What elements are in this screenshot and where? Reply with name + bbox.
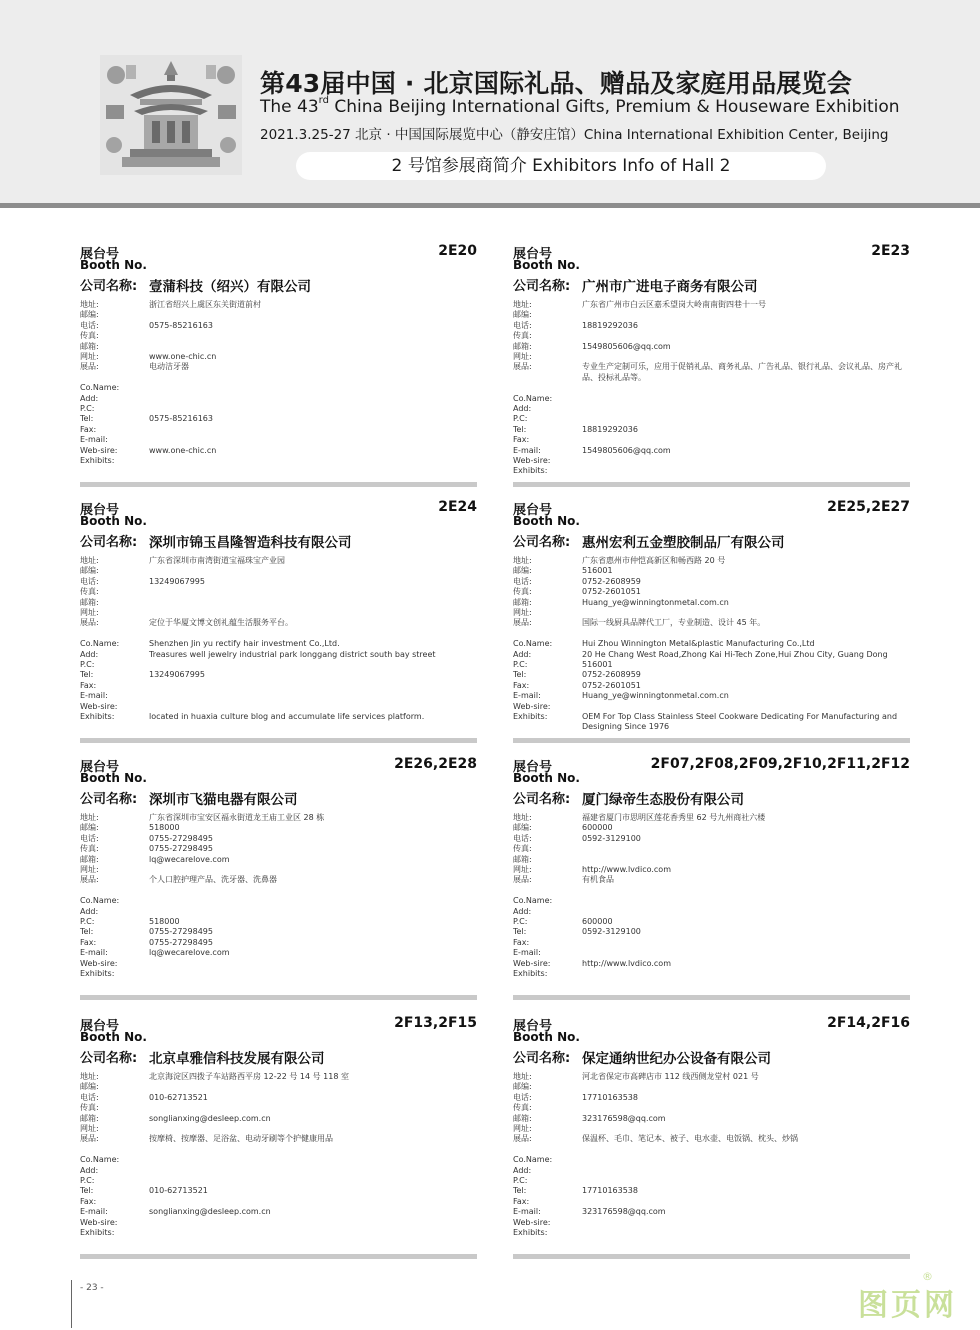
company-name: 厦门绿帝生态股份有限公司 <box>582 792 744 808</box>
info-label: Tel: <box>80 927 94 937</box>
info-value: located in huaxia culture blog and accumulate life services platform. <box>149 712 425 721</box>
info-label: Tel: <box>513 1186 527 1196</box>
info-value: 13249067995 <box>149 670 205 680</box>
info-label: 电话: <box>80 1092 99 1102</box>
info-label: Exhibits: <box>513 466 548 476</box>
watermark-logo <box>858 1280 957 1324</box>
info-value: songlianxing@desleep.com.cn <box>149 1113 271 1123</box>
info-label: Web-sire: <box>513 1217 551 1227</box>
booth-label-cn: 展台号 <box>80 503 120 518</box>
info-label: 邮编: <box>80 823 99 833</box>
exhibitor-entry <box>513 499 910 743</box>
page-number: - 23 - <box>80 1283 104 1293</box>
info-label: Fax: <box>80 937 97 947</box>
info-label: Tel: <box>80 670 94 680</box>
entry-divider <box>80 482 477 487</box>
info-label: Fax: <box>80 680 97 690</box>
entry-divider <box>513 738 910 743</box>
info-value: 17710163538 <box>582 1092 638 1102</box>
exhibitor-entry <box>80 243 477 487</box>
info-label: Co.Name: <box>80 896 120 906</box>
info-value: 600000 <box>582 917 613 926</box>
booth-label-cn: 展台号 <box>80 760 120 775</box>
booth-label-cn: 展台号 <box>513 760 553 775</box>
info-value: 广东省惠州市仲恺高新区和畅西路 20 号 <box>582 556 726 565</box>
info-value: 广东省深圳市宝安区福永街道龙王庙工业区 28 栋 <box>149 813 325 822</box>
info-label: 展品: <box>513 362 532 372</box>
booth-label-en: Booth No. <box>80 514 147 528</box>
info-label: Web-sire: <box>80 445 118 455</box>
info-value: 13249067995 <box>149 576 205 586</box>
info-label: 网址: <box>513 865 532 874</box>
info-label: 邮箱: <box>513 341 532 351</box>
exhibitor-entry <box>513 1015 910 1259</box>
entry-divider <box>80 995 477 1000</box>
info-label: 邮编: <box>80 310 99 320</box>
company-name-label: 公司名称: <box>80 792 138 807</box>
info-value: 专业生产定制可乐，应用于促销礼品、商务礼品、广告礼品、银行礼品、会议礼品、房产礼品、投标礼品等。 <box>582 362 902 382</box>
booth-number: 2F13,2F15 <box>394 1015 477 1031</box>
company-name: 深圳市飞猫电器有限公司 <box>149 792 298 808</box>
info-value: Treasures well jewelry industrial park longgang district south bay street <box>149 649 436 659</box>
info-label: Tel: <box>80 1186 94 1196</box>
info-label: E-mail: <box>513 445 541 455</box>
info-label: P.C: <box>513 917 528 926</box>
company-name: 广州市广进电子商务有限公司 <box>582 279 758 295</box>
info-label: E-mail: <box>513 948 541 958</box>
info-label: Exhibits: <box>513 969 548 978</box>
info-label: P.C: <box>80 917 95 926</box>
info-label: Tel: <box>80 414 94 424</box>
booth-label-en: Booth No. <box>80 1030 147 1044</box>
info-label: P.C: <box>80 404 95 413</box>
entry-divider <box>80 738 477 743</box>
info-label: Add: <box>513 649 532 659</box>
info-label: 邮编: <box>513 1082 532 1092</box>
info-label: Add: <box>80 1165 99 1175</box>
company-name-label: 公司名称: <box>513 535 571 550</box>
company-name-label: 公司名称: <box>513 1051 571 1066</box>
info-label: Tel: <box>513 927 527 937</box>
info-value: songlianxing@desleep.com.cn <box>149 1207 271 1217</box>
info-label: Web-sire: <box>513 701 551 711</box>
info-label: 邮箱: <box>513 1113 532 1123</box>
info-label: E-mail: <box>513 691 541 701</box>
info-label: Co.Name: <box>80 1155 120 1165</box>
info-label: 传真: <box>80 587 99 597</box>
page-number-bar <box>71 1280 72 1328</box>
info-value: http://www.lvdico.com <box>582 958 671 968</box>
exhibitor-entry <box>513 243 910 487</box>
info-label: P.C: <box>80 1176 95 1185</box>
info-value: Huang_ye@winningtonmetal.com.cn <box>582 597 729 607</box>
watermark-text: 图页网 <box>858 1288 957 1323</box>
info-value: 516001 <box>582 660 613 669</box>
info-label: Co.Name: <box>513 393 553 403</box>
info-label: Web-sire: <box>80 958 118 968</box>
company-name: 保定通纳世纪办公设备有限公司 <box>582 1051 771 1067</box>
info-value: 0755-27298495 <box>149 937 213 947</box>
booth-label-cn: 展台号 <box>513 247 553 262</box>
info-value: 广东省深圳市南湾街道宝福珠宝产业园 <box>149 556 285 565</box>
info-value: 010-62713521 <box>149 1186 208 1196</box>
booth-number: 2E26,2E28 <box>394 756 477 772</box>
info-value: 17710163538 <box>582 1186 638 1196</box>
info-label: Fax: <box>80 1196 97 1206</box>
info-value: 010-62713521 <box>149 1092 208 1102</box>
booth-number: 2E20 <box>438 243 477 259</box>
info-label: 传真: <box>513 331 532 341</box>
info-label: 网址: <box>513 608 532 617</box>
info-value: 0752-2608959 <box>582 576 641 586</box>
entry-divider <box>80 1254 477 1259</box>
info-value: 0755-27298495 <box>149 844 213 854</box>
title-en-suffix: China Beijing International Gifts, Premium & Houseware Exhibition <box>328 97 900 117</box>
page-header <box>0 0 980 203</box>
info-value: 福建省厦门市思明区莲花香秀里 62 号九州商社六楼 <box>582 813 766 822</box>
info-value: 电动洁牙器 <box>149 362 189 372</box>
info-value: 516001 <box>582 566 613 576</box>
info-label: Fax: <box>80 424 97 434</box>
watermark-registered-mark: ® <box>922 1270 933 1283</box>
info-label: 展品: <box>80 1134 99 1144</box>
info-label: P.C: <box>80 660 95 669</box>
company-name: 壹蒲科技（绍兴）有限公司 <box>149 279 311 295</box>
info-value: 北京海淀区四拨子车站路西平房 12-22 号 14 号 118 室 <box>149 1072 349 1081</box>
company-name-label: 公司名称: <box>80 1051 138 1066</box>
info-value: 0575-85216163 <box>149 320 213 330</box>
info-label: P.C: <box>513 660 528 669</box>
entry-divider <box>513 995 910 1000</box>
info-value: 0755-27298495 <box>149 833 213 843</box>
info-value: www.one-chic.cn <box>149 445 217 455</box>
info-label: Exhibits: <box>80 456 115 465</box>
info-label: 电话: <box>80 576 99 586</box>
info-label: 地址: <box>80 556 99 565</box>
info-value: Huang_ye@winningtonmetal.com.cn <box>582 691 729 701</box>
info-value: 0752-2601051 <box>582 680 641 690</box>
info-value: 定位于华厦文博文创礼蕴生活服务平台。 <box>149 618 293 628</box>
info-label: Add: <box>513 1165 532 1175</box>
info-label: 邮箱: <box>80 597 99 607</box>
booth-number: 2F14,2F16 <box>827 1015 910 1031</box>
company-name: 深圳市锦玉昌隆智造科技有限公司 <box>149 535 352 551</box>
exhibition-logo-icon <box>100 55 242 175</box>
booth-label-cn: 展台号 <box>513 503 553 518</box>
info-label: Web-sire: <box>80 701 118 711</box>
info-label: Co.Name: <box>80 383 120 393</box>
info-value: 323176598@qq.com <box>582 1113 666 1123</box>
booth-label-en: Booth No. <box>513 771 580 785</box>
info-value: 323176598@qq.com <box>582 1207 666 1217</box>
info-value: 18819292036 <box>582 320 638 330</box>
entry-divider <box>513 482 910 487</box>
info-value: 0752-2608959 <box>582 670 641 680</box>
info-label: Fax: <box>513 937 530 947</box>
info-label: Add: <box>80 906 99 916</box>
info-label: 邮编: <box>513 310 532 320</box>
info-label: E-mail: <box>513 1207 541 1217</box>
exhibition-date-venue: 2021.3.25-27 北京 · 中国国际展览中心（静安庄馆）China International Exhibition Center, Beijing <box>260 127 889 143</box>
info-value: 个人口腔护理产品、洗牙器、洗鼻器 <box>149 875 277 885</box>
hall-title: 2 号馆参展商简介 Exhibitors Info of Hall 2 <box>296 152 826 180</box>
booth-number: 2F07,2F08,2F09,2F10,2F11,2F12 <box>650 756 910 772</box>
info-label: 传真: <box>80 331 99 341</box>
info-label: E-mail: <box>80 948 108 958</box>
info-value: 有机食品 <box>582 875 614 885</box>
info-value: 0752-2601051 <box>582 587 641 597</box>
company-name-label: 公司名称: <box>80 279 138 294</box>
info-label: E-mail: <box>80 435 108 445</box>
info-label: Web-sire: <box>80 1217 118 1227</box>
exhibition-title-en <box>260 97 900 117</box>
info-label: 邮编: <box>513 566 532 576</box>
title-en-ordinal: rd <box>318 95 329 106</box>
info-label: Co.Name: <box>513 639 553 649</box>
info-label: E-mail: <box>80 1207 108 1217</box>
info-label: 地址: <box>80 300 99 309</box>
info-label: Add: <box>513 906 532 916</box>
info-label: Tel: <box>513 670 527 680</box>
info-value: 1549805606@qq.com <box>582 341 671 351</box>
info-label: P.C: <box>513 1176 528 1185</box>
info-value: 1549805606@qq.com <box>582 445 671 455</box>
info-label: Tel: <box>513 424 527 434</box>
info-label: Exhibits: <box>80 1228 115 1237</box>
info-label: 电话: <box>513 1092 532 1102</box>
info-label: 传真: <box>513 1103 532 1113</box>
info-label: Exhibits: <box>80 712 115 721</box>
info-label: 展品: <box>513 875 532 885</box>
company-name-label: 公司名称: <box>80 535 138 550</box>
info-label: Co.Name: <box>513 1155 553 1165</box>
entry-divider <box>513 1254 910 1259</box>
booth-label-en: Booth No. <box>513 514 580 528</box>
info-label: 地址: <box>513 813 532 822</box>
exhibitor-entry <box>513 756 910 1000</box>
booth-label-cn: 展台号 <box>80 247 120 262</box>
info-label: 地址: <box>80 1072 99 1081</box>
info-value: 广东省广州市白云区嘉禾望岗大岭南南街四巷十一号 <box>582 300 766 309</box>
company-name: 惠州宏利五金塑胶制品厂有限公司 <box>582 535 785 551</box>
info-label: 邮编: <box>80 1082 99 1092</box>
info-value: www.one-chic.cn <box>149 352 217 361</box>
info-label: 电话: <box>513 833 532 843</box>
booth-label-cn: 展台号 <box>80 1019 120 1034</box>
info-label: Add: <box>80 649 99 659</box>
info-value: 20 He Chang West Road,Zhong Kai Hi-Tech Zone,Hui Zhou City, Guang Dong <box>582 649 888 659</box>
info-label: 传真: <box>80 1103 99 1113</box>
booth-label-cn: 展台号 <box>513 1019 553 1034</box>
header-divider <box>0 203 980 208</box>
exhibitor-entry <box>80 1015 477 1259</box>
booth-number: 2E23 <box>871 243 910 259</box>
info-value: 518000 <box>149 823 180 833</box>
info-value: 518000 <box>149 917 180 926</box>
info-label: Fax: <box>513 1196 530 1206</box>
info-value: Shenzhen Jin yu rectify hair investment Co.,Ltd. <box>149 639 340 649</box>
info-label: 电话: <box>80 833 99 843</box>
info-value: http://www.lvdico.com <box>582 865 671 874</box>
info-value: 0755-27298495 <box>149 927 213 937</box>
info-label: P.C: <box>513 414 528 424</box>
info-label: 地址: <box>513 1072 532 1081</box>
info-label: 展品: <box>513 1134 532 1144</box>
company-name: 北京卓雅信科技发展有限公司 <box>149 1051 325 1067</box>
title-en-prefix: The 43 <box>260 97 319 117</box>
info-label: 网址: <box>80 865 99 874</box>
info-label: 邮箱: <box>513 854 532 864</box>
info-label: Exhibits: <box>513 712 548 721</box>
info-value: 河北省保定市高碑店市 112 线西侧龙堂村 021 号 <box>582 1072 759 1081</box>
info-label: 电话: <box>513 320 532 330</box>
info-label: Co.Name: <box>80 639 120 649</box>
info-value: 0592-3129100 <box>582 833 641 843</box>
booth-label-en: Booth No. <box>80 258 147 272</box>
info-label: 地址: <box>513 556 532 565</box>
info-label: 网址: <box>80 608 99 617</box>
info-label: 电话: <box>513 576 532 586</box>
info-label: 展品: <box>80 875 99 885</box>
info-value: 18819292036 <box>582 424 638 434</box>
exhibition-title-cn: 第43届中国 · 北京国际礼品、赠品及家庭用品展览会 <box>260 69 852 98</box>
info-label: Exhibits: <box>513 1228 548 1237</box>
company-name-label: 公司名称: <box>513 279 571 294</box>
booth-number: 2E24 <box>438 499 477 515</box>
info-value: 按摩椅、按摩器、足浴盆、电动牙刷等个护健康用品 <box>149 1134 333 1144</box>
info-value: 600000 <box>582 823 613 833</box>
info-value: 保温杯、毛巾、笔记本、被子、电水壶、电饭锅、枕头、炒锅 <box>582 1134 798 1144</box>
info-label: 传真: <box>513 844 532 854</box>
info-value: 国际一线厨具品牌代工厂，专业制造、设计 45 年。 <box>582 618 766 628</box>
info-value: 0575-85216163 <box>149 414 213 424</box>
info-label: 邮箱: <box>80 854 99 864</box>
booth-label-en: Booth No. <box>513 1030 580 1044</box>
info-label: 网址: <box>80 1124 99 1133</box>
booth-label-en: Booth No. <box>513 258 580 272</box>
info-label: Co.Name: <box>513 896 553 906</box>
info-label: 地址: <box>513 300 532 309</box>
info-label: 网址: <box>80 352 99 361</box>
info-label: 邮箱: <box>80 1113 99 1123</box>
info-label: E-mail: <box>80 691 108 701</box>
info-label: Fax: <box>513 680 530 690</box>
company-name-label: 公司名称: <box>513 792 571 807</box>
info-label: 网址: <box>513 1124 532 1133</box>
info-value: 0592-3129100 <box>582 927 641 937</box>
info-label: 展品: <box>80 362 99 372</box>
info-label: 邮箱: <box>80 341 99 351</box>
info-label: 电话: <box>80 320 99 330</box>
info-value: Hui Zhou Winnington Metal&plastic Manufacturing Co.,Ltd <box>582 639 815 649</box>
info-value: lq@wecarelove.com <box>149 854 230 864</box>
info-label: 网址: <box>513 352 532 361</box>
info-label: Add: <box>80 393 99 403</box>
info-label: Add: <box>513 404 532 413</box>
info-label: Exhibits: <box>80 969 115 978</box>
exhibitor-entry <box>80 499 477 743</box>
info-label: 展品: <box>513 618 532 628</box>
info-label: 传真: <box>513 587 532 597</box>
booth-label-en: Booth No. <box>80 771 147 785</box>
info-value: OEM For Top Class Stainless Steel Cookware Dedicating For Manufacturing and Designing Since 1976 <box>582 712 898 732</box>
info-label: 传真: <box>80 844 99 854</box>
info-label: Web-sire: <box>513 456 551 465</box>
info-label: 展品: <box>80 618 99 628</box>
info-value: 浙江省绍兴上虞区东关街道前村 <box>149 300 261 309</box>
exhibitor-entry <box>80 756 477 1000</box>
info-value: lq@wecarelove.com <box>149 948 230 958</box>
info-label: 地址: <box>80 813 99 822</box>
info-label: 邮箱: <box>513 597 532 607</box>
booth-number: 2E25,2E27 <box>827 499 910 515</box>
info-label: 邮编: <box>80 566 99 576</box>
info-label: 邮编: <box>513 823 532 833</box>
info-label: Fax: <box>513 435 530 445</box>
info-label: Web-sire: <box>513 958 551 968</box>
